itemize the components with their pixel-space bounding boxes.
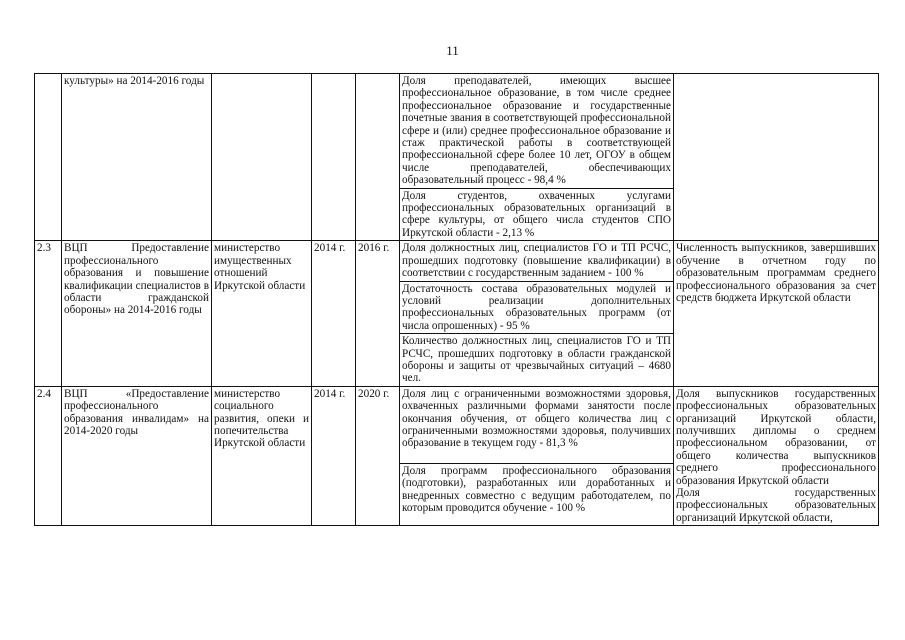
table-row	[35, 74, 879, 189]
cell-indicator: Доля лиц с ограниченными возможностями здоровья, охваченных различными формами занятости после окончания обучения, от общего количества лиц с ограниченными возможностями здоровья, получивших образование в текущем году - 81,3 %	[400, 386, 674, 463]
cell-indicator: Доля должностных лиц, специалистов ГО и ТП РСЧС, прошедших подготовку (повышение квалификации) в соответствии с государственным заданием - 100 %	[400, 241, 674, 281]
cell-program-name: культуры» на 2014-2016 годы	[62, 74, 212, 241]
cell-indicator: Доля студентов, охваченных услугами профессиональных образовательных организаций в сфере культуры, от общего числа студентов СПО Иркутской области - 2,13 %	[400, 188, 674, 241]
cell-num: 2.4	[35, 386, 62, 525]
cell-executor: министерство имущественных отношений Иркутской области	[212, 241, 312, 386]
cell-end-year: 2016 г.	[356, 241, 400, 386]
cell-result	[674, 74, 879, 241]
cell-result	[674, 386, 879, 525]
program-table	[34, 73, 879, 526]
cell-program-name: ВЦП «Предоставление профессионального образования инвалидам» на 2014-2020 годы	[62, 386, 212, 525]
cell-end-year: 2020 г.	[356, 386, 400, 525]
cell-num	[35, 74, 62, 241]
table-row	[35, 241, 879, 281]
cell-result: Численность выпускников, завершивших обучение в отчетном году по образовательным программам среднего профессионального образования за счет средств бюджета Иркутской области	[674, 241, 879, 386]
cell-start-year	[312, 74, 356, 241]
cell-indicator: Количество должностных лиц, специалистов ГО и ТП РСЧС, прошедших подготовку в области гражданской обороны и защиты от чрезвычайных ситуаций – 4680 чел.	[400, 334, 674, 387]
cell-start-year: 2014 г.	[312, 241, 356, 386]
cell-executor	[212, 74, 312, 241]
result-paragraph: Доля выпускников государственных профессиональных образовательных организаций Иркутской области, получивших дипломы о среднем профессиональном образовании, от общего количества выпускников среднего профессионального образования Иркутской области	[676, 387, 876, 487]
cell-executor: министерство социального развития, опеки и попечительства Иркутской области	[212, 386, 312, 525]
cell-indicator: Доля программ профессионального образования (подготовки), разработанных или доработанных и внедренных совместно с ведущим работодателем, по которым проводится обучение - 100 %	[400, 463, 674, 525]
result-paragraph: Доля государственных профессиональных образовательных организаций Иркутской области,	[676, 487, 876, 524]
cell-indicator: Достаточность состава образовательных модулей и условий реализации дополнительных профессиональных образовательных программ (от числа опрошенных) - 95 %	[400, 281, 674, 334]
cell-start-year: 2014 г.	[312, 386, 356, 525]
cell-program-name: ВЦП Предоставление профессионального образования и повышение квалификации специалистов в области гражданской обороны» на 2014-2016 годы	[62, 241, 212, 386]
cell-indicator: Доля преподавателей, имеющих высшее профессиональное образование, в том числе среднее профессиональное образование и государственные почетные звания в соответствующей профессиональной сфере и (или) среднее профессиональное образование и стаж практической работы в соответствующей профессиональной сфере более 10 лет, ОГОУ в общем числе преподавателей, обеспечивающих образовательный процесс - 98,4 %	[400, 74, 674, 189]
page-number: 11	[446, 43, 459, 58]
cell-end-year	[356, 74, 400, 241]
table-row	[35, 386, 879, 463]
cell-num: 2.3	[35, 241, 62, 386]
